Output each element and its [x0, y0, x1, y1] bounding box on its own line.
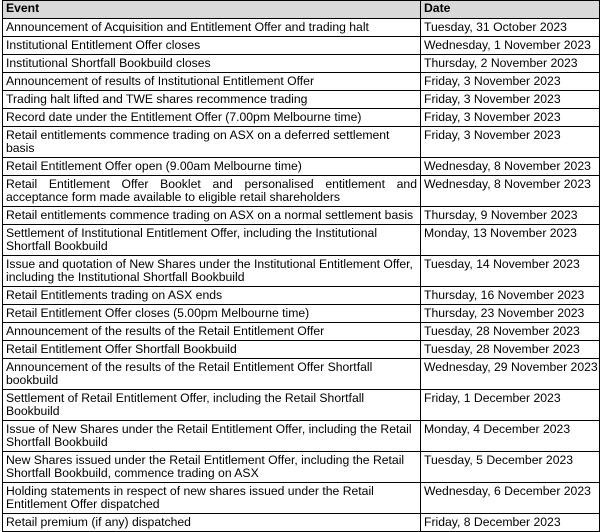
table-row [3, 91, 600, 109]
header-row [3, 1, 600, 19]
event-cell: Institutional Shortfall Bookbuild closes [3, 55, 421, 73]
table-row [3, 55, 600, 73]
table-row [3, 207, 600, 225]
event-cell: New Shares issued under the Retail Entitlement Offer, including the Retail Shortfall Bookbuild, commence trading on ASX [3, 452, 421, 483]
event-cell: Trading halt lifted and TWE shares recommence trading [3, 91, 421, 109]
table-body [3, 19, 600, 532]
event-cell: Announcement of the results of the Retail Entitlement Offer [3, 323, 421, 341]
table-header [3, 1, 600, 19]
event-cell: Record date under the Entitlement Offer (7.00pm Melbourne time) [3, 109, 421, 127]
event-cell: Retail Entitlement Offer closes (5.00pm Melbourne time) [3, 305, 421, 323]
event-column-header: Event [3, 1, 421, 19]
table-row [3, 19, 600, 37]
date-cell: Friday, 3 November 2023 [421, 127, 600, 158]
table-row [3, 452, 600, 483]
date-cell: Friday, 8 December 2023 [421, 514, 600, 532]
table-row [3, 287, 600, 305]
table-row [3, 73, 600, 91]
event-cell: Settlement of Retail Entitlement Offer, including the Retail Shortfall Bookbuild [3, 390, 421, 421]
table-row [3, 305, 600, 323]
date-cell: Tuesday, 14 November 2023 [421, 256, 600, 287]
event-cell: Holding statements in respect of new shares issued under the Retail Entitlement Offer dispatched [3, 483, 421, 514]
event-cell: Settlement of Institutional Entitlement Offer, including the Institutional Shortfall Bookbuild [3, 225, 421, 256]
table-row [3, 421, 600, 452]
table-row [3, 176, 600, 207]
event-cell: Issue of New Shares under the Retail Entitlement Offer, including the Retail Shortfall Bookbuild [3, 421, 421, 452]
event-cell: Institutional Entitlement Offer closes [3, 37, 421, 55]
date-cell: Friday, 1 December 2023 [421, 390, 600, 421]
table-row [3, 158, 600, 176]
date-cell: Tuesday, 28 November 2023 [421, 323, 600, 341]
date-cell: Wednesday, 8 November 2023 [421, 158, 600, 176]
event-cell: Retail Entitlement Offer Booklet and personalised entitlement and acceptance form made available to eligible retail shareholders [3, 176, 421, 207]
date-cell: Wednesday, 29 November 2023 [421, 359, 600, 390]
table-row [3, 483, 600, 514]
table-row [3, 127, 600, 158]
table-row [3, 390, 600, 421]
date-cell: Thursday, 16 November 2023 [421, 287, 600, 305]
table-row [3, 225, 600, 256]
date-column-header: Date [421, 1, 600, 19]
table-row [3, 514, 600, 532]
event-cell: Retail Entitlement Offer open (9.00am Melbourne time) [3, 158, 421, 176]
table-row [3, 37, 600, 55]
date-cell: Friday, 3 November 2023 [421, 91, 600, 109]
event-cell: Retail entitlements commence trading on ASX on a deferred settlement basis [3, 127, 421, 158]
event-cell: Announcement of the results of the Retail Entitlement Offer Shortfall bookbuild [3, 359, 421, 390]
date-cell: Wednesday, 6 December 2023 [421, 483, 600, 514]
date-cell: Thursday, 2 November 2023 [421, 55, 600, 73]
timetable-table [2, 0, 600, 532]
date-cell: Thursday, 9 November 2023 [421, 207, 600, 225]
event-cell: Announcement of Acquisition and Entitlement Offer and trading halt [3, 19, 421, 37]
event-cell: Issue and quotation of New Shares under the Institutional Entitlement Offer, including the Institutional Shortfall Bookbuild [3, 256, 421, 287]
event-cell: Retail premium (if any) dispatched [3, 514, 421, 532]
event-cell: Retail Entitlements trading on ASX ends [3, 287, 421, 305]
event-cell: Announcement of results of Institutional Entitlement Offer [3, 73, 421, 91]
date-cell: Monday, 13 November 2023 [421, 225, 600, 256]
table-row [3, 256, 600, 287]
table-row [3, 359, 600, 390]
date-cell: Friday, 3 November 2023 [421, 73, 600, 91]
date-cell: Friday, 3 November 2023 [421, 109, 600, 127]
date-cell: Tuesday, 31 October 2023 [421, 19, 600, 37]
date-cell: Wednesday, 8 November 2023 [421, 176, 600, 207]
event-cell: Retail entitlements commence trading on ASX on a normal settlement basis [3, 207, 421, 225]
table-row [3, 109, 600, 127]
date-cell: Monday, 4 December 2023 [421, 421, 600, 452]
date-cell: Tuesday, 28 November 2023 [421, 341, 600, 359]
date-cell: Tuesday, 5 December 2023 [421, 452, 600, 483]
table-row [3, 323, 600, 341]
date-cell: Thursday, 23 November 2023 [421, 305, 600, 323]
date-cell: Wednesday, 1 November 2023 [421, 37, 600, 55]
table-row [3, 341, 600, 359]
event-cell: Retail Entitlement Offer Shortfall Bookbuild [3, 341, 421, 359]
